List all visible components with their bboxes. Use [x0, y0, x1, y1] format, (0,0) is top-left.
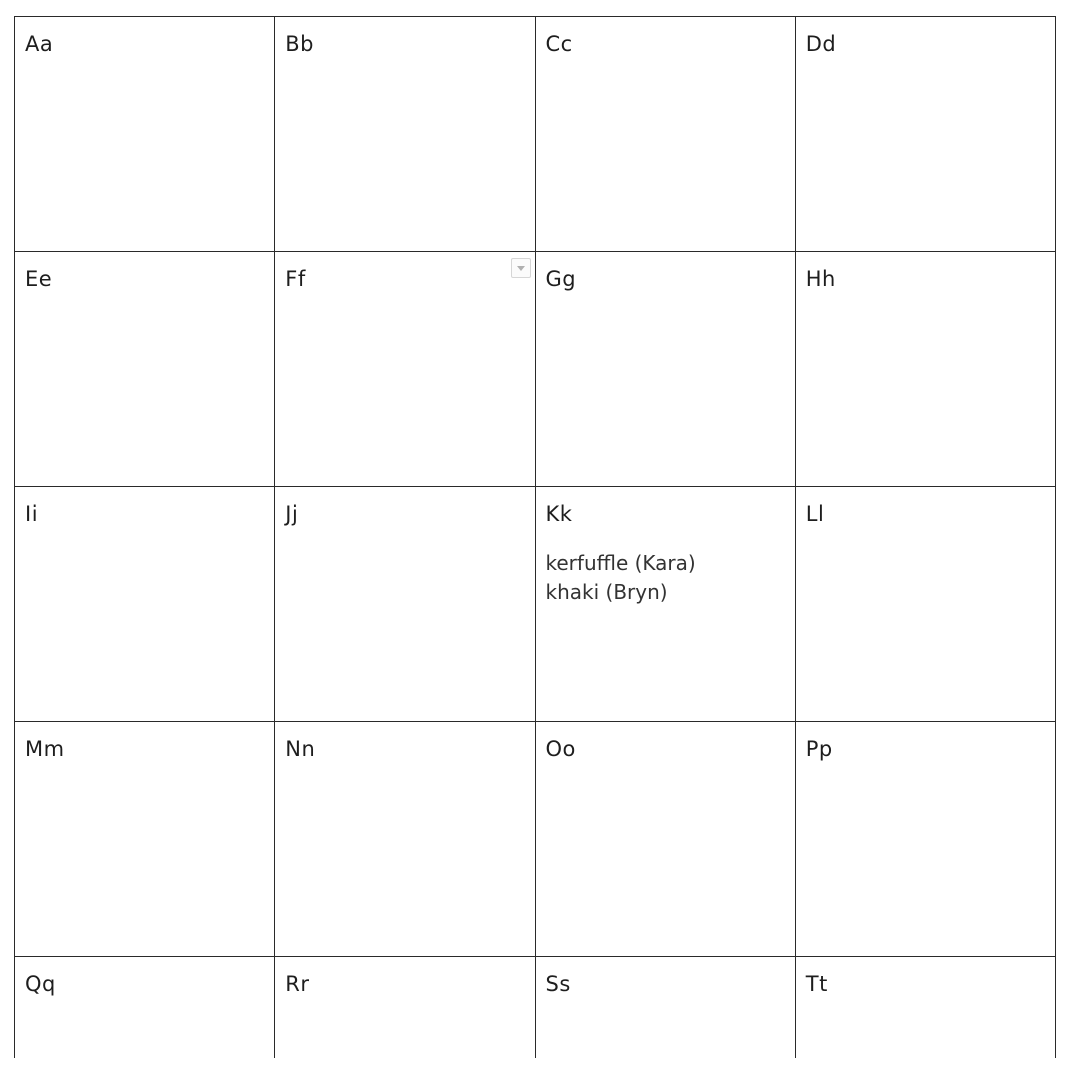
- cell-word-list: [546, 549, 785, 607]
- cell-letter-heading: Jj: [285, 502, 299, 526]
- cell-letter-heading: Qq: [25, 972, 56, 996]
- table-cell-nn[interactable]: [275, 722, 535, 957]
- word-entry: khaki (Bryn): [545, 580, 668, 604]
- table-cell-ff[interactable]: [275, 252, 535, 487]
- cell-letter-heading: Ll: [805, 502, 825, 526]
- cell-letter-heading: Gg: [545, 267, 577, 291]
- table-cell-ll[interactable]: [795, 487, 1055, 722]
- table-cell-jj[interactable]: [275, 487, 535, 722]
- cell-letter-heading: Mm: [25, 737, 65, 761]
- table-cell-tt[interactable]: [795, 957, 1055, 1059]
- table-cell-gg[interactable]: [535, 252, 795, 487]
- table-row: [15, 252, 1056, 487]
- cell-letter-heading: Aa: [25, 32, 54, 56]
- table-cell-rr[interactable]: [275, 957, 535, 1059]
- word-entry: kerfuffle (Kara): [545, 551, 696, 575]
- cell-letter-heading: Oo: [545, 737, 576, 761]
- table-cell-kk[interactable]: [535, 487, 795, 722]
- alphabet-grid-viewport: [14, 16, 1056, 1058]
- cell-letter-heading: Ff: [285, 267, 306, 291]
- table-cell-pp[interactable]: [795, 722, 1055, 957]
- cell-letter-heading: Nn: [285, 737, 316, 761]
- cell-letter-heading: Bb: [285, 32, 314, 56]
- cell-letter-heading: Ee: [25, 267, 53, 291]
- table-row: [15, 487, 1056, 722]
- table-cell-ii[interactable]: [15, 487, 275, 722]
- table-cell-mm[interactable]: [15, 722, 275, 957]
- table-cell-qq[interactable]: [15, 957, 275, 1059]
- cell-letter-heading: Cc: [545, 32, 573, 56]
- table-cell-oo[interactable]: [535, 722, 795, 957]
- table-row: [15, 957, 1056, 1059]
- table-cell-cc[interactable]: [535, 17, 795, 252]
- table-cell-aa[interactable]: [15, 17, 275, 252]
- cell-letter-heading: Rr: [285, 972, 310, 996]
- cell-letter-heading: Tt: [805, 972, 828, 996]
- cell-letter-heading: Pp: [805, 737, 833, 761]
- table-cell-ee[interactable]: [15, 252, 275, 487]
- cell-letter-heading: Kk: [545, 502, 573, 526]
- cell-letter-heading: Ss: [545, 972, 571, 996]
- alphabet-table: [14, 16, 1056, 1058]
- table-cell-hh[interactable]: [795, 252, 1055, 487]
- table-row: [15, 722, 1056, 957]
- table-cell-dd[interactable]: [795, 17, 1055, 252]
- cell-letter-heading: Hh: [805, 267, 836, 291]
- cell-letter-heading: Dd: [805, 32, 837, 56]
- chevron-down-icon[interactable]: [511, 258, 531, 278]
- table-cell-bb[interactable]: [275, 17, 535, 252]
- cell-letter-heading: Ii: [25, 502, 39, 526]
- table-row: [15, 17, 1056, 252]
- table-cell-ss[interactable]: [535, 957, 795, 1059]
